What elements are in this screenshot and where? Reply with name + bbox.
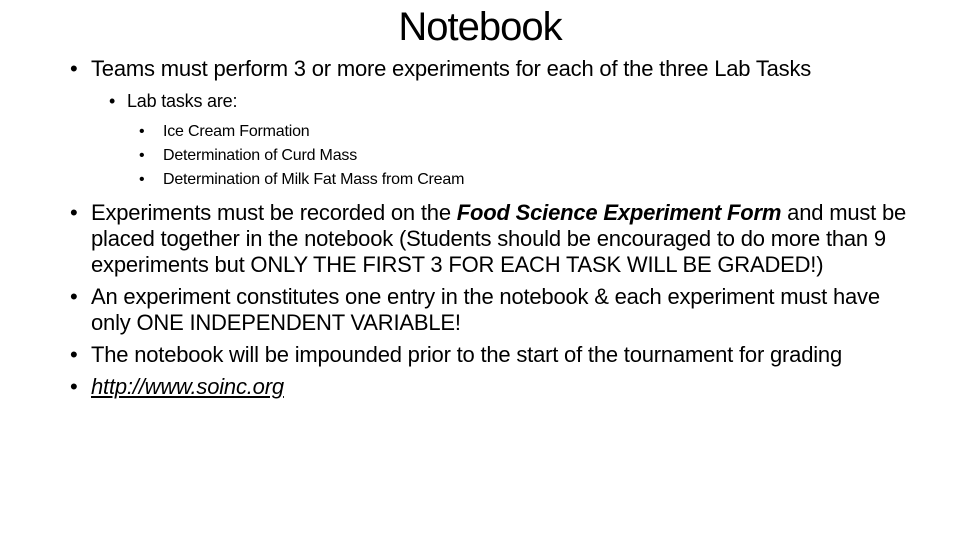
soinc-link[interactable]: http://www.soinc.org [91,374,284,399]
bullet-impounded [70,342,910,368]
bullet-task-ice-cream [139,120,910,144]
slide-title: Notebook [398,5,562,49]
bullet-teams-text: Teams must perform 3 or more experiments for each of the three Lab Tasks [91,56,812,81]
bullet-task-curd-mass [139,144,910,168]
bullet-recorded [70,200,910,278]
impounded-text: The notebook will be impounded prior to the start of the tournament for grading [91,342,842,367]
bullet-lab-tasks-text: Lab tasks are: [127,91,238,111]
bullet-icon: • [70,56,78,81]
bullet-icon: • [70,200,78,225]
task-text: Ice Cream Formation [163,123,310,140]
slide-body [70,56,910,400]
bullet-icon: • [70,284,78,309]
bullet-icon: • [109,91,116,111]
bullet-teams [70,56,910,82]
constitutes-text: An experiment constitutes one entry in the notebook & each experiment must have only ONE INDEPENDENT VARIABLE! [91,284,880,335]
bullet-link [70,374,910,400]
bullet-icon: • [70,342,78,367]
bullet-icon: • [139,171,145,188]
experiment-form-name: Food Science Experiment Form [456,200,782,225]
task-text: Determination of Curd Mass [163,147,357,164]
bullet-task-milk-fat [139,168,910,192]
bullet-icon: • [139,123,145,140]
recorded-text-post: and must be placed together in the notebook (Students should be encouraged to do more than 9 experiments but ONLY THE FIRST 3 FOR EACH TASK WILL BE GRADED!) [91,200,907,277]
bullet-constitutes [70,284,910,336]
recorded-text-pre: Experiments must be recorded on the [91,200,457,225]
task-text: Determination of Milk Fat Mass from Cream [163,171,465,188]
bullet-icon: • [70,374,78,399]
bullet-icon: • [139,147,145,164]
bullet-lab-tasks [109,90,910,112]
